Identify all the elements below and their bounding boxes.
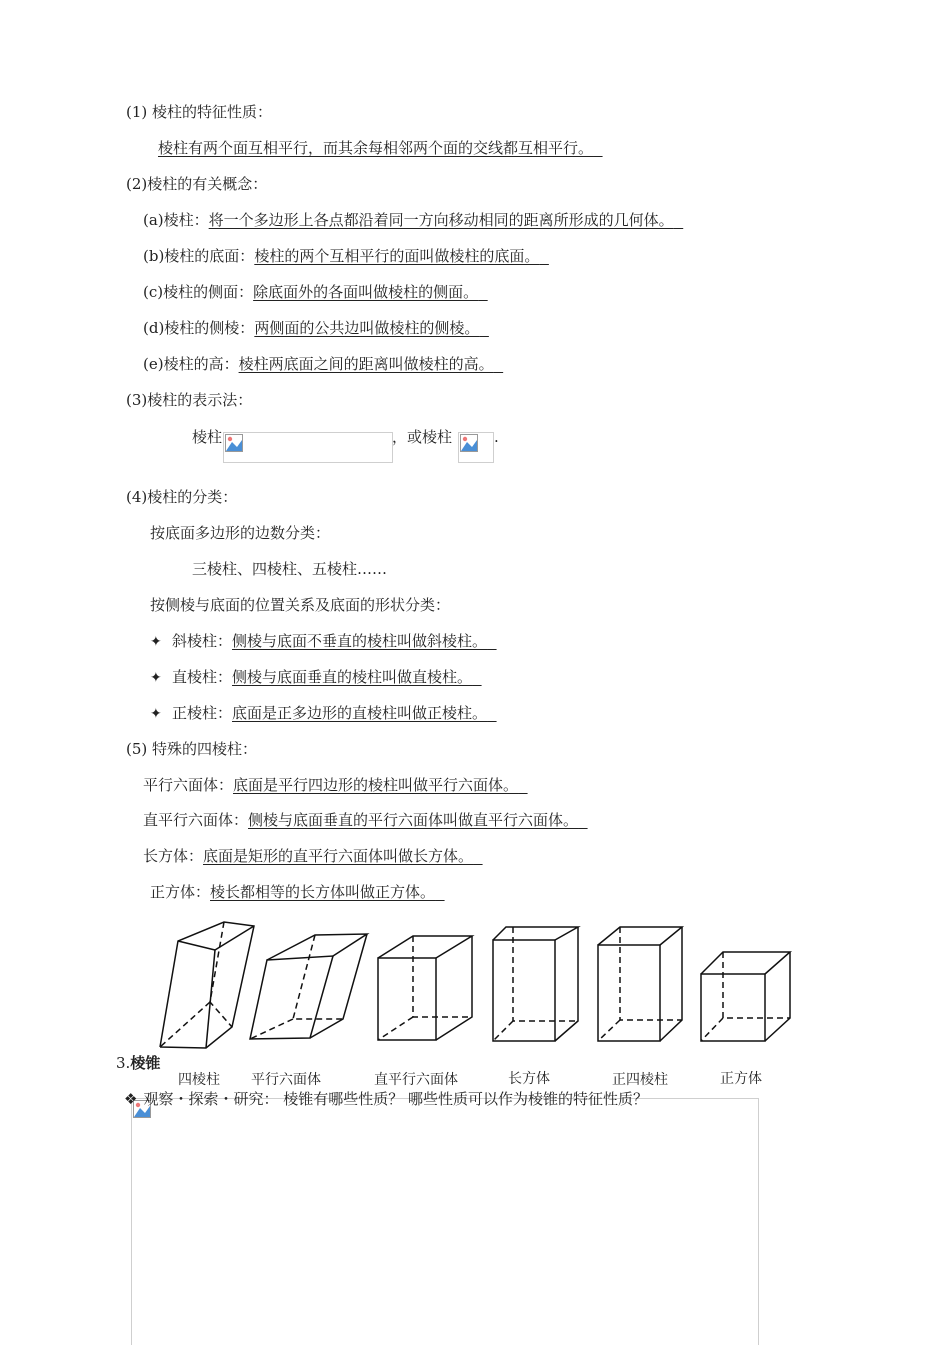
special-text: 底面是矩形的直平行六面体叫做长方体。 xyxy=(203,847,474,865)
notation-middle: ，或棱柱 xyxy=(392,428,453,446)
figure-caption: 平行六面体 xyxy=(251,1072,321,1088)
class-row-oblique xyxy=(150,631,497,652)
classify-by-position: 按侧棱与底面的位置关系及底面的形状分类： xyxy=(150,596,451,614)
figure-parallelepiped xyxy=(250,934,367,1039)
section-heading-pyramid xyxy=(116,1053,160,1073)
class-label: 斜棱柱： xyxy=(172,632,233,650)
notation-end: . xyxy=(494,428,499,446)
concept-row-d xyxy=(143,318,489,338)
concept-label: (c)棱柱的侧面： xyxy=(143,283,254,301)
special-label: 平行六面体： xyxy=(143,776,234,794)
broken-image-placeholder xyxy=(458,432,494,463)
class-text: 底面是正多边形的直棱柱叫做正棱柱。 xyxy=(232,704,488,722)
special-row-parallelepiped xyxy=(143,775,528,795)
figure-caption: 正方体 xyxy=(720,1071,762,1087)
special-label: 直平行六面体： xyxy=(143,811,249,829)
section-number: 3. xyxy=(116,1054,131,1072)
figure-right-parallelepiped xyxy=(378,936,472,1040)
special-row-cuboid xyxy=(143,846,483,866)
prism-figures xyxy=(150,915,800,1055)
heading-prism-concepts: (2)棱柱的有关概念： xyxy=(126,175,268,193)
broken-image-placeholder xyxy=(131,1098,759,1345)
special-row-right-parallelepiped xyxy=(143,810,588,830)
special-text: 棱长都相等的长方体叫做正方体。 xyxy=(210,883,436,901)
sides-list: 三棱柱、四棱柱、五棱柱…… xyxy=(192,560,388,578)
concept-label: (b)棱柱的底面： xyxy=(143,247,255,265)
figure-caption: 正四棱柱 xyxy=(612,1072,668,1088)
figure-caption: 长方体 xyxy=(508,1071,550,1087)
concept-row-c xyxy=(143,282,488,302)
class-label: 直棱柱： xyxy=(172,668,233,686)
special-text: 侧棱与底面垂直的平行六面体叫做直平行六面体。 xyxy=(248,811,579,829)
broken-image-icon xyxy=(460,434,478,452)
broken-image-icon xyxy=(225,434,243,452)
concept-label: (a)棱柱： xyxy=(143,211,209,229)
concept-text: 棱柱的两个互相平行的面叫做棱柱的底面。 xyxy=(254,247,540,265)
prism-property-definition: 棱柱有两个面互相平行，而其余每相邻两个面的交线都互相平行。 xyxy=(158,139,594,157)
class-text: 侧棱与底面不垂直的棱柱叫做斜棱柱。 xyxy=(232,632,488,650)
figure-cube xyxy=(701,952,790,1041)
class-row-right xyxy=(150,667,482,688)
concept-text: 两侧面的公共边叫做棱柱的侧棱。 xyxy=(254,319,480,337)
concept-label: (d)棱柱的侧棱： xyxy=(143,319,255,337)
star-bullet-icon: ✦ xyxy=(150,670,162,686)
broken-image-placeholder xyxy=(223,432,393,463)
figure-cuboid xyxy=(493,927,578,1041)
figure-caption: 直平行六面体 xyxy=(374,1072,458,1088)
special-label: 正方体： xyxy=(150,883,211,901)
heading-prism-classification: (4)棱柱的分类： xyxy=(126,488,238,506)
classify-by-sides: 按底面多边形的边数分类： xyxy=(150,524,331,542)
star-bullet-icon: ✦ xyxy=(150,706,162,722)
heading-special-prisms: (5) 特殊的四棱柱： xyxy=(126,740,258,758)
special-label: 长方体： xyxy=(143,847,204,865)
figure-regular-quadrangular-prism xyxy=(598,927,682,1041)
section-title: 棱锥 xyxy=(130,1054,161,1072)
class-label: 正棱柱： xyxy=(172,704,233,722)
concept-row-a xyxy=(143,210,683,230)
diamond-bullet-icon: ❖ xyxy=(124,1090,138,1108)
star-bullet-icon: ✦ xyxy=(150,634,162,650)
prompt-text: 观察・探索・研究： 棱锥有哪些性质？ 哪些性质可以作为棱锥的特征性质？ xyxy=(143,1090,648,1108)
class-text: 侧棱与底面垂直的棱柱叫做直棱柱。 xyxy=(232,668,473,686)
figure-quadrangular-prism xyxy=(160,922,254,1048)
class-row-regular xyxy=(150,703,497,724)
concept-label: (e)棱柱的高： xyxy=(143,355,239,373)
concept-text: 除底面外的各面叫做棱柱的侧面。 xyxy=(253,283,479,301)
concept-text: 棱柱两底面之间的距离叫做棱柱的高。 xyxy=(238,355,494,373)
heading-prism-notation: (3)棱柱的表示法： xyxy=(126,391,253,409)
heading-prism-properties: (1) 棱柱的特征性质： xyxy=(126,103,273,121)
figure-caption: 四棱柱 xyxy=(178,1072,220,1088)
concept-text: 将一个多边形上各点都沿着同一方向移动相同的距离所形成的几何体。 xyxy=(208,211,674,229)
notation-prefix: 棱柱 xyxy=(192,428,223,446)
exploration-prompt xyxy=(124,1089,648,1109)
special-text: 底面是平行四边形的棱柱叫做平行六面体。 xyxy=(233,776,519,794)
concept-row-b xyxy=(143,246,549,266)
concept-row-e xyxy=(143,354,503,374)
special-row-cube xyxy=(150,882,445,902)
